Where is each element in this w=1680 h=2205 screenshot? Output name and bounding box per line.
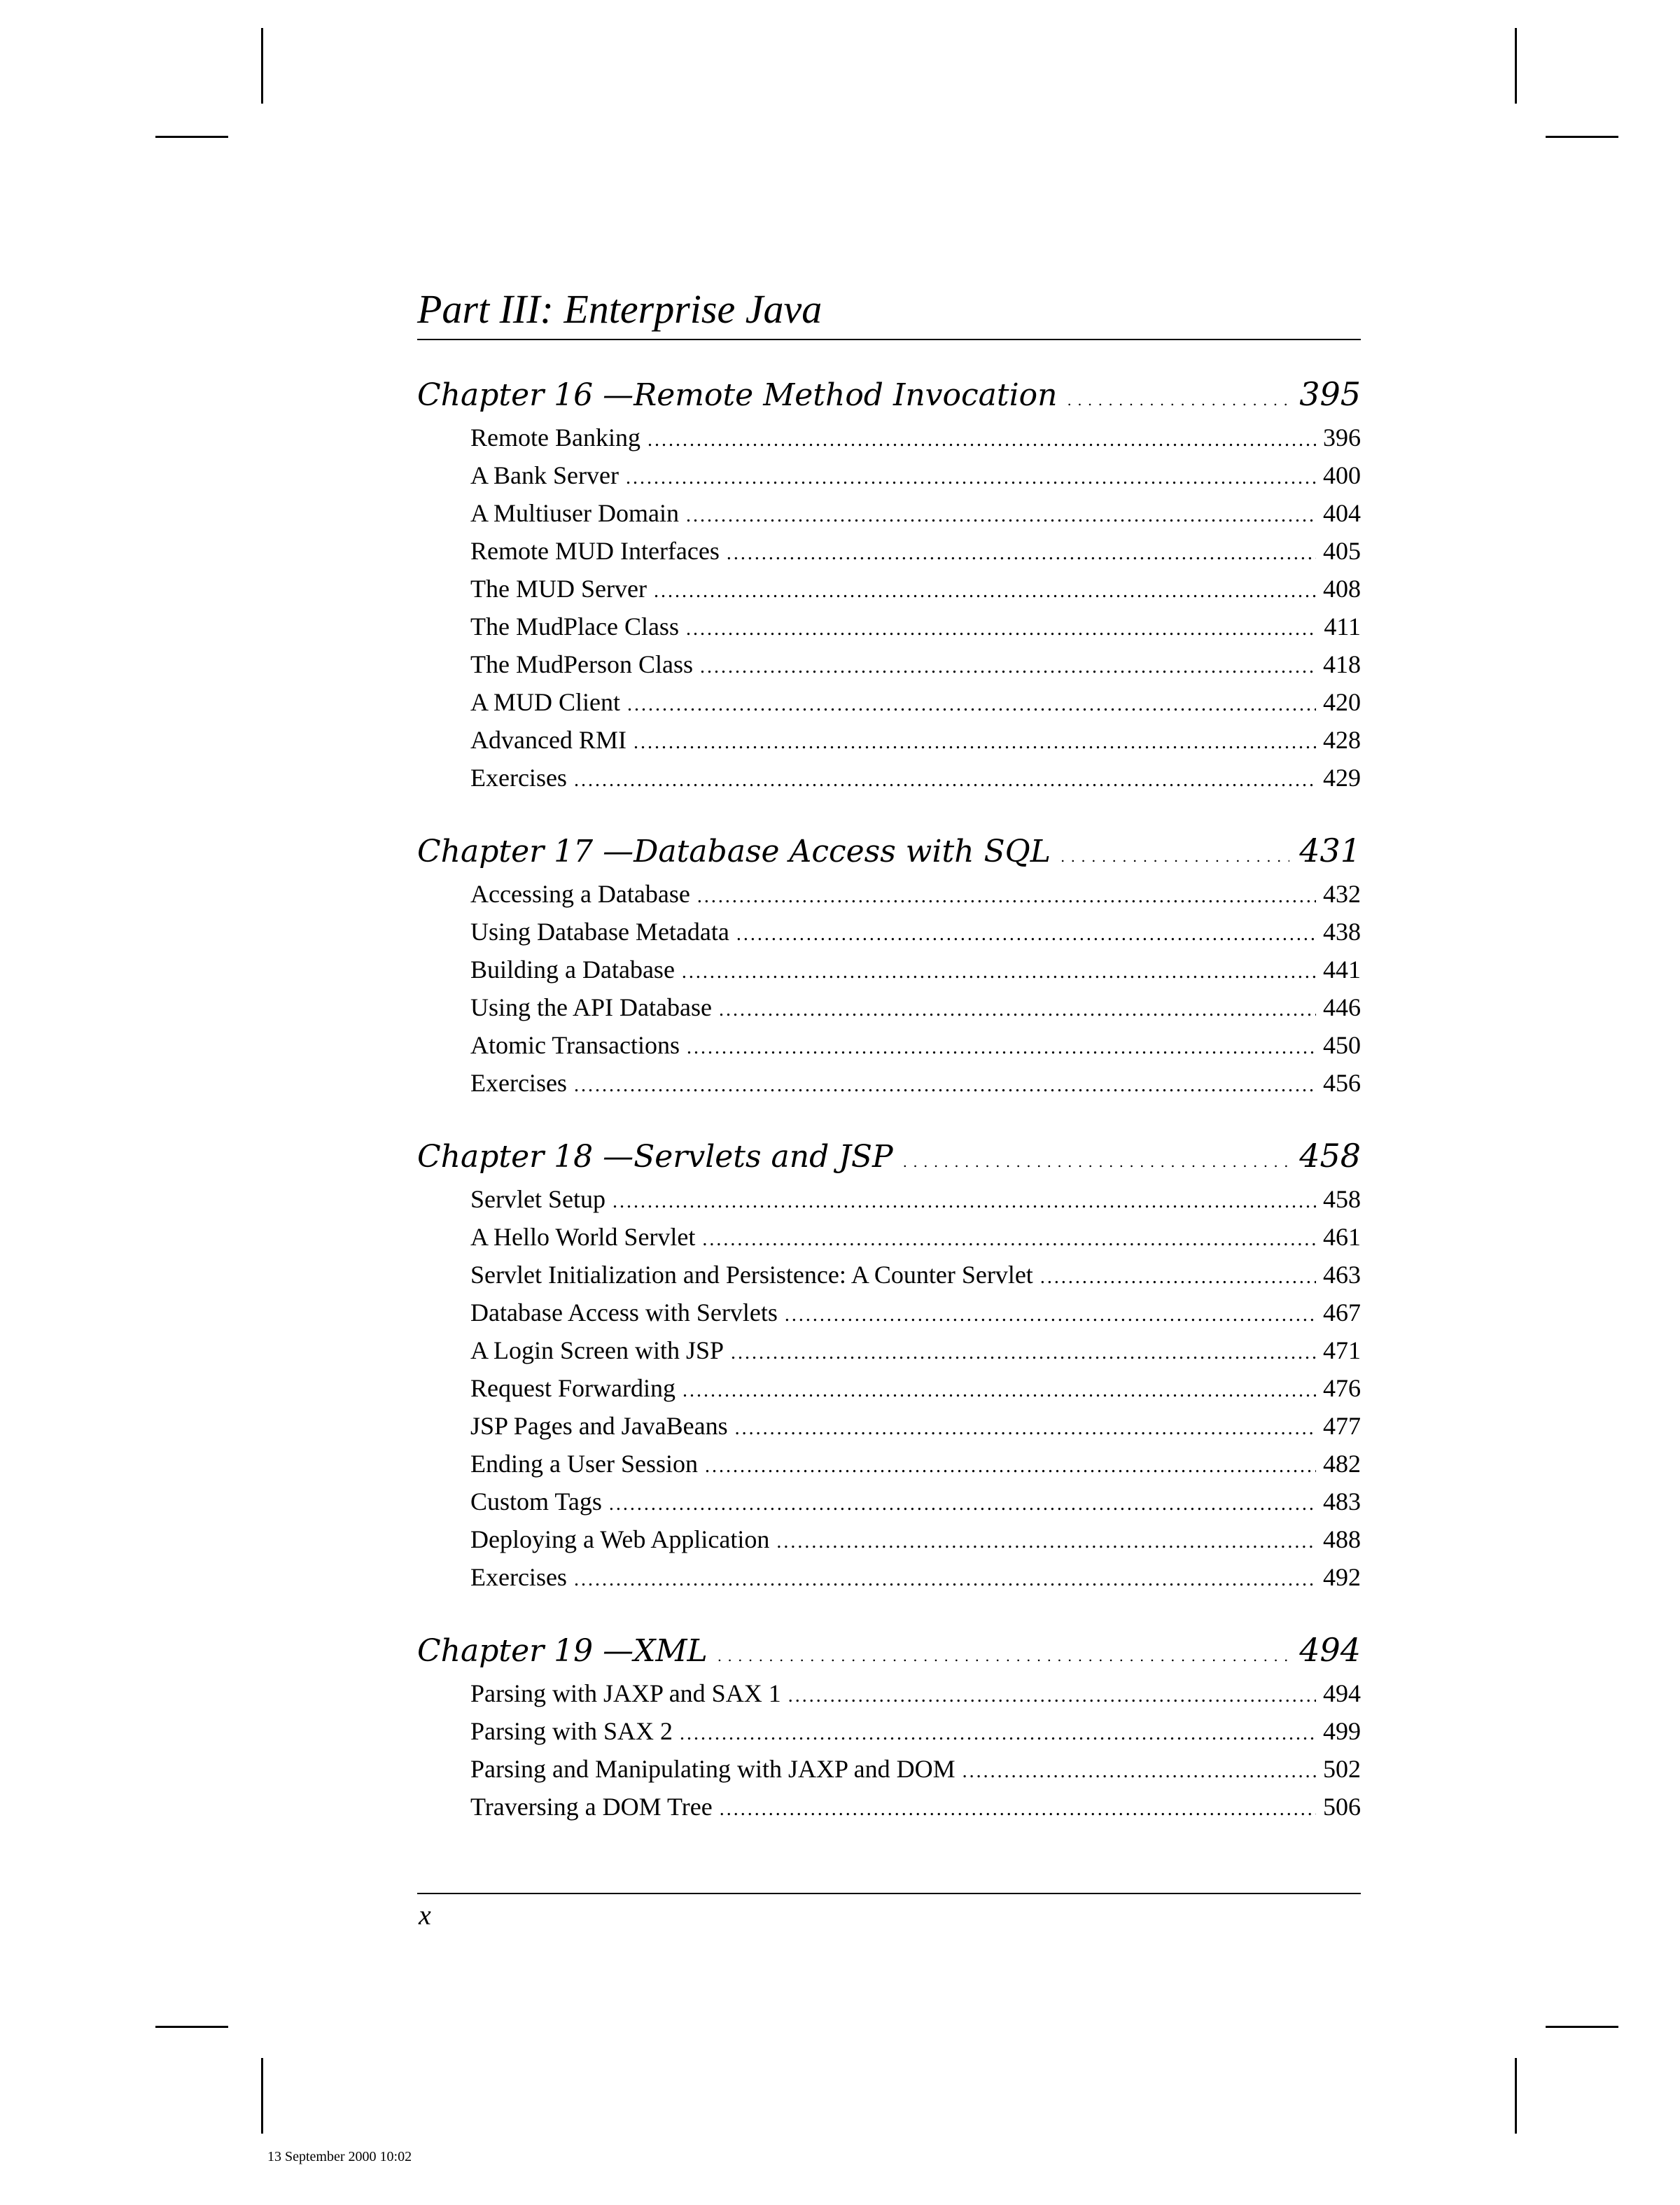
dot-leader <box>574 1561 1316 1599</box>
crop-mark-bottom-left-h <box>155 2026 228 2028</box>
entry-page: 428 <box>1323 726 1361 754</box>
toc-entry <box>470 1026 1361 1064</box>
entry-label: Atomic Transactions <box>470 1031 680 1059</box>
dot-leader <box>720 1791 1316 1828</box>
chapter-section <box>417 1631 1361 1826</box>
entry-label: Exercises <box>470 1563 567 1591</box>
toc-entry <box>470 1180 1361 1218</box>
dot-leader <box>903 1143 1290 1181</box>
toc-entry <box>470 1294 1361 1331</box>
entry-label: The MUD Server <box>470 575 647 603</box>
chapter-heading <box>417 1137 1361 1175</box>
chapter-title: Chapter 19 —XML <box>417 1633 708 1669</box>
dot-leader <box>634 724 1316 762</box>
dot-leader <box>686 497 1316 535</box>
dot-leader <box>705 1448 1316 1485</box>
entry-label: Request Forwarding <box>470 1374 676 1402</box>
toc-page <box>417 280 1361 1826</box>
toc-entry <box>470 1369 1361 1407</box>
dot-leader <box>785 1296 1316 1334</box>
entry-label: The MudPerson Class <box>470 650 693 678</box>
dot-leader <box>680 1715 1316 1753</box>
entry-page: 476 <box>1323 1374 1361 1402</box>
entry-page: 418 <box>1323 650 1361 678</box>
entry-label: A Bank Server <box>470 461 619 489</box>
toc-entry <box>470 1064 1361 1102</box>
entry-list <box>417 419 1361 797</box>
toc-entry <box>470 1218 1361 1256</box>
toc-entry <box>470 988 1361 1026</box>
toc-entry <box>470 1331 1361 1369</box>
dot-leader <box>648 421 1316 459</box>
entry-label: JSP Pages and JavaBeans <box>470 1412 728 1440</box>
toc-entry <box>470 570 1361 608</box>
dot-leader <box>718 1637 1289 1675</box>
entry-label: Servlet Setup <box>470 1185 606 1213</box>
entry-page: 438 <box>1323 918 1361 946</box>
crop-mark-bottom-left <box>261 2058 263 2134</box>
entry-page: 471 <box>1323 1336 1361 1364</box>
entry-page: 467 <box>1323 1298 1361 1326</box>
dot-leader <box>687 1029 1316 1067</box>
toc-entry <box>470 683 1361 721</box>
toc-entry <box>470 1712 1361 1750</box>
entry-page: 506 <box>1323 1793 1361 1821</box>
chapter-heading <box>417 832 1361 869</box>
toc-entry <box>470 1407 1361 1445</box>
dot-leader <box>682 953 1316 991</box>
toc-entry <box>470 1674 1361 1712</box>
entry-label: Building a Database <box>470 955 675 983</box>
footer-rule <box>417 1893 1361 1894</box>
dot-leader <box>574 762 1316 799</box>
dot-leader <box>574 1067 1316 1105</box>
entry-label: Ending a User Session <box>470 1450 698 1478</box>
toc-entry <box>470 532 1361 570</box>
toc-entry <box>470 1520 1361 1558</box>
toc-entry <box>470 1445 1361 1483</box>
dot-leader <box>776 1523 1316 1561</box>
entry-list <box>417 875 1361 1102</box>
entry-page: 483 <box>1323 1488 1361 1516</box>
toc-entry <box>470 875 1361 913</box>
dot-leader <box>626 459 1316 497</box>
entry-page: 494 <box>1323 1679 1361 1707</box>
crop-mark-top-left <box>261 28 263 104</box>
entry-label: Using Database Metadata <box>470 918 729 946</box>
entry-label: Exercises <box>470 764 567 792</box>
toc-entry <box>470 951 1361 988</box>
dot-leader <box>727 535 1316 573</box>
entry-page: 463 <box>1323 1261 1361 1289</box>
entry-page: 456 <box>1323 1069 1361 1097</box>
chapter-title: Chapter 17 —Database Access with SQL <box>417 834 1051 869</box>
entry-label: Remote Banking <box>470 424 640 451</box>
toc-entry <box>470 1483 1361 1520</box>
entry-page: 404 <box>1323 499 1361 527</box>
dot-leader <box>1067 382 1289 419</box>
entry-page: 450 <box>1323 1031 1361 1059</box>
chapter-section <box>417 1137 1361 1596</box>
entry-page: 432 <box>1323 880 1361 908</box>
entry-label: Custom Tags <box>470 1488 602 1516</box>
toc-entry <box>470 1788 1361 1826</box>
entry-page: 411 <box>1324 612 1361 640</box>
chapter-page: 458 <box>1299 1137 1361 1175</box>
dot-leader <box>788 1677 1316 1715</box>
entry-label: Deploying a Web Application <box>470 1525 770 1553</box>
toc-entry <box>470 645 1361 683</box>
toc-entry <box>470 1558 1361 1596</box>
dot-leader <box>612 1183 1316 1221</box>
crop-mark-bottom-right-h <box>1546 2026 1618 2028</box>
chapter-page: 395 <box>1299 375 1361 413</box>
dot-leader <box>682 1372 1316 1410</box>
entry-page: 499 <box>1323 1717 1361 1745</box>
chapter-title: Chapter 18 —Servlets and JSP <box>417 1139 893 1175</box>
entry-label: Traversing a DOM Tree <box>470 1793 713 1821</box>
entry-page: 458 <box>1323 1185 1361 1213</box>
crop-mark-top-right <box>1515 28 1517 104</box>
entry-label: Accessing a Database <box>470 880 690 908</box>
entry-label: Remote MUD Interfaces <box>470 537 720 565</box>
chapter-heading <box>417 1631 1361 1669</box>
dot-leader <box>700 648 1316 686</box>
dot-leader <box>962 1753 1316 1791</box>
dot-leader <box>731 1334 1316 1372</box>
crop-mark-bottom-right <box>1515 2058 1517 2134</box>
dot-leader <box>654 573 1316 610</box>
print-timestamp: 13 September 2000 10:02 <box>267 2149 412 2164</box>
crop-mark-top-left-h <box>155 136 228 138</box>
entry-label: A Hello World Servlet <box>470 1223 696 1251</box>
dot-leader <box>719 991 1316 1029</box>
entry-page: 420 <box>1323 688 1361 716</box>
entry-label: Database Access with Servlets <box>470 1298 778 1326</box>
entry-page: 396 <box>1323 424 1361 451</box>
part-title: Part III: Enterprise Java <box>417 280 1361 340</box>
toc-entry <box>470 456 1361 494</box>
entry-page: 482 <box>1323 1450 1361 1478</box>
chapter-heading <box>417 375 1361 413</box>
entry-label: Servlet Initialization and Persistence: A Counter Servlet <box>470 1261 1033 1289</box>
entry-page: 441 <box>1323 955 1361 983</box>
entry-label: Parsing with JAXP and SAX 1 <box>470 1679 781 1707</box>
chapter-section <box>417 832 1361 1102</box>
entry-page: 477 <box>1323 1412 1361 1440</box>
entry-label: Parsing and Manipulating with JAXP and DOM <box>470 1755 955 1783</box>
chapter-page: 494 <box>1299 1631 1361 1669</box>
toc-entry <box>470 1750 1361 1788</box>
entry-label: Advanced RMI <box>470 726 626 754</box>
toc-entry <box>470 1256 1361 1294</box>
dot-leader <box>702 1221 1316 1259</box>
toc-entry <box>470 419 1361 456</box>
entry-label: Using the API Database <box>470 993 712 1021</box>
toc-entry <box>470 913 1361 951</box>
entry-page: 502 <box>1323 1755 1361 1783</box>
dot-leader <box>735 1410 1316 1448</box>
entry-page: 446 <box>1323 993 1361 1021</box>
dot-leader <box>686 610 1317 648</box>
entry-label: A MUD Client <box>470 688 621 716</box>
entry-page: 405 <box>1323 537 1361 565</box>
entry-page: 429 <box>1323 764 1361 792</box>
dot-leader <box>627 686 1316 724</box>
dot-leader <box>1060 838 1289 876</box>
toc-entry <box>470 608 1361 645</box>
crop-mark-top-right-h <box>1546 136 1618 138</box>
entry-page: 488 <box>1323 1525 1361 1553</box>
page-number: x <box>419 1899 431 1931</box>
entry-page: 408 <box>1323 575 1361 603</box>
chapter-section <box>417 375 1361 797</box>
entry-page: 400 <box>1323 461 1361 489</box>
entry-label: A Login Screen with JSP <box>470 1336 724 1364</box>
dot-leader <box>697 878 1316 916</box>
entry-label: A Multiuser Domain <box>470 499 679 527</box>
entry-page: 492 <box>1323 1563 1361 1591</box>
dot-leader <box>1040 1259 1316 1296</box>
entry-label: Exercises <box>470 1069 567 1097</box>
entry-label: The MudPlace Class <box>470 612 679 640</box>
dot-leader <box>609 1485 1316 1523</box>
chapter-page: 431 <box>1299 832 1361 869</box>
entry-list <box>417 1180 1361 1596</box>
chapter-title: Chapter 16 —Remote Method Invocation <box>417 377 1058 413</box>
toc-entry <box>470 759 1361 797</box>
toc-entry <box>470 494 1361 532</box>
entry-page: 461 <box>1323 1223 1361 1251</box>
toc-entry <box>470 721 1361 759</box>
entry-label: Parsing with SAX 2 <box>470 1717 673 1745</box>
dot-leader <box>736 916 1316 953</box>
entry-list <box>417 1674 1361 1826</box>
